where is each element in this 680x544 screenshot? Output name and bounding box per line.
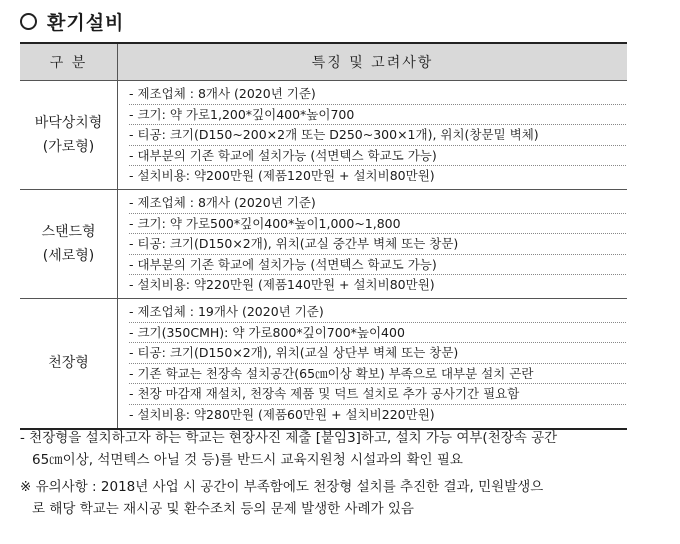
table-row-floor-type (20, 81, 627, 190)
features-cell (118, 298, 628, 428)
list-item: - 설치비용: 약220만원 (제품140만원 + 설치비80만원) (129, 277, 435, 293)
list-item: - 설치비용: 약200만원 (제품120만원 + 설치비80만원) (129, 168, 435, 184)
list-item: - 크기(350CMH): 약 가로800*깊이700*높이400 (129, 323, 626, 344)
category-label: 천장형 (48, 355, 89, 372)
list-item: - 천장 마감재 재설치, 천장속 제품 및 덕트 설치로 추가 공사기간 필요함 (129, 384, 626, 405)
header-category: 구 분 (20, 43, 118, 81)
note-line: ※ 유의사항 : 2018년 사업 시 공간이 부족함에도 천장형 설치를 추진한 결과, 민원발생으 (20, 479, 544, 495)
list-item: - 제조업체 : 8개사 (2020년 기준) (129, 193, 626, 214)
list-item: - 제조업체 : 8개사 (2020년 기준) (129, 84, 626, 105)
category-cell (20, 298, 118, 428)
note-install-check (20, 427, 650, 471)
section-title (20, 8, 124, 35)
table-header-row (20, 43, 627, 81)
category-sublabel: (세로형) (42, 247, 95, 264)
notes-section (20, 427, 650, 525)
feature-list (119, 191, 626, 297)
note-line: 로 해당 학교는 재시공 및 환수조치 등의 문제 발생한 사례가 있음 (32, 501, 414, 517)
list-item: - 대부분의 기존 학교에 설치가능 (석면텍스 학교도 가능) (129, 255, 626, 276)
list-item: - 크기: 약 가로500*깊이400*높이1,000~1,800 (129, 214, 626, 235)
note-caution (20, 476, 650, 520)
table-row-ceiling-type (20, 298, 627, 428)
category-label: 바닥상치형 (34, 114, 103, 131)
note-line: 65㎝이상, 석면텍스 아닐 것 등)를 반드시 교육지원청 시설과의 확인 필요 (32, 452, 463, 468)
table-row-stand-type (20, 189, 627, 298)
note-line: - 천장형을 설치하고자 하는 학교는 현장사진 제출 [붙임3]하고, 설치 가능 여부(천장속 공간 (20, 430, 558, 446)
features-cell (118, 189, 628, 298)
list-item: - 대부분의 기존 학교에 설치가능 (석면텍스 학교도 가능) (129, 146, 626, 167)
category-label: 스탠드형 (41, 223, 96, 240)
category-sublabel: (가로형) (42, 138, 95, 155)
feature-list (119, 82, 626, 188)
circle-bullet-icon (20, 13, 37, 30)
list-item: - 티공: 크기(D150×2개), 위치(교실 중간부 벽체 또는 창문) (129, 234, 626, 255)
category-cell (20, 189, 118, 298)
ventilation-table (20, 42, 627, 430)
list-item: - 티공: 크기(D150~200×2개 또는 D250~300×1개), 위치(창문밑 벽체) (129, 125, 626, 146)
header-features: 특징 및 고려사항 (118, 43, 628, 81)
list-item: - 티공: 크기(D150×2개), 위치(교실 상단부 벽체 또는 창문) (129, 343, 626, 364)
list-item: - 기존 학교는 천장속 설치공간(65㎝이상 확보) 부족으로 대부분 설치 곤란 (129, 364, 626, 385)
list-item: - 크기: 약 가로1,200*깊이400*높이700 (129, 105, 626, 126)
feature-list (119, 300, 626, 427)
section-title-text: 환기설비 (47, 12, 125, 34)
list-item: - 제조업체 : 19개사 (2020년 기준) (129, 302, 626, 323)
list-item: - 설치비용: 약280만원 (제품60만원 + 설치비220만원) (129, 406, 435, 422)
category-cell (20, 81, 118, 190)
features-cell (118, 81, 628, 190)
